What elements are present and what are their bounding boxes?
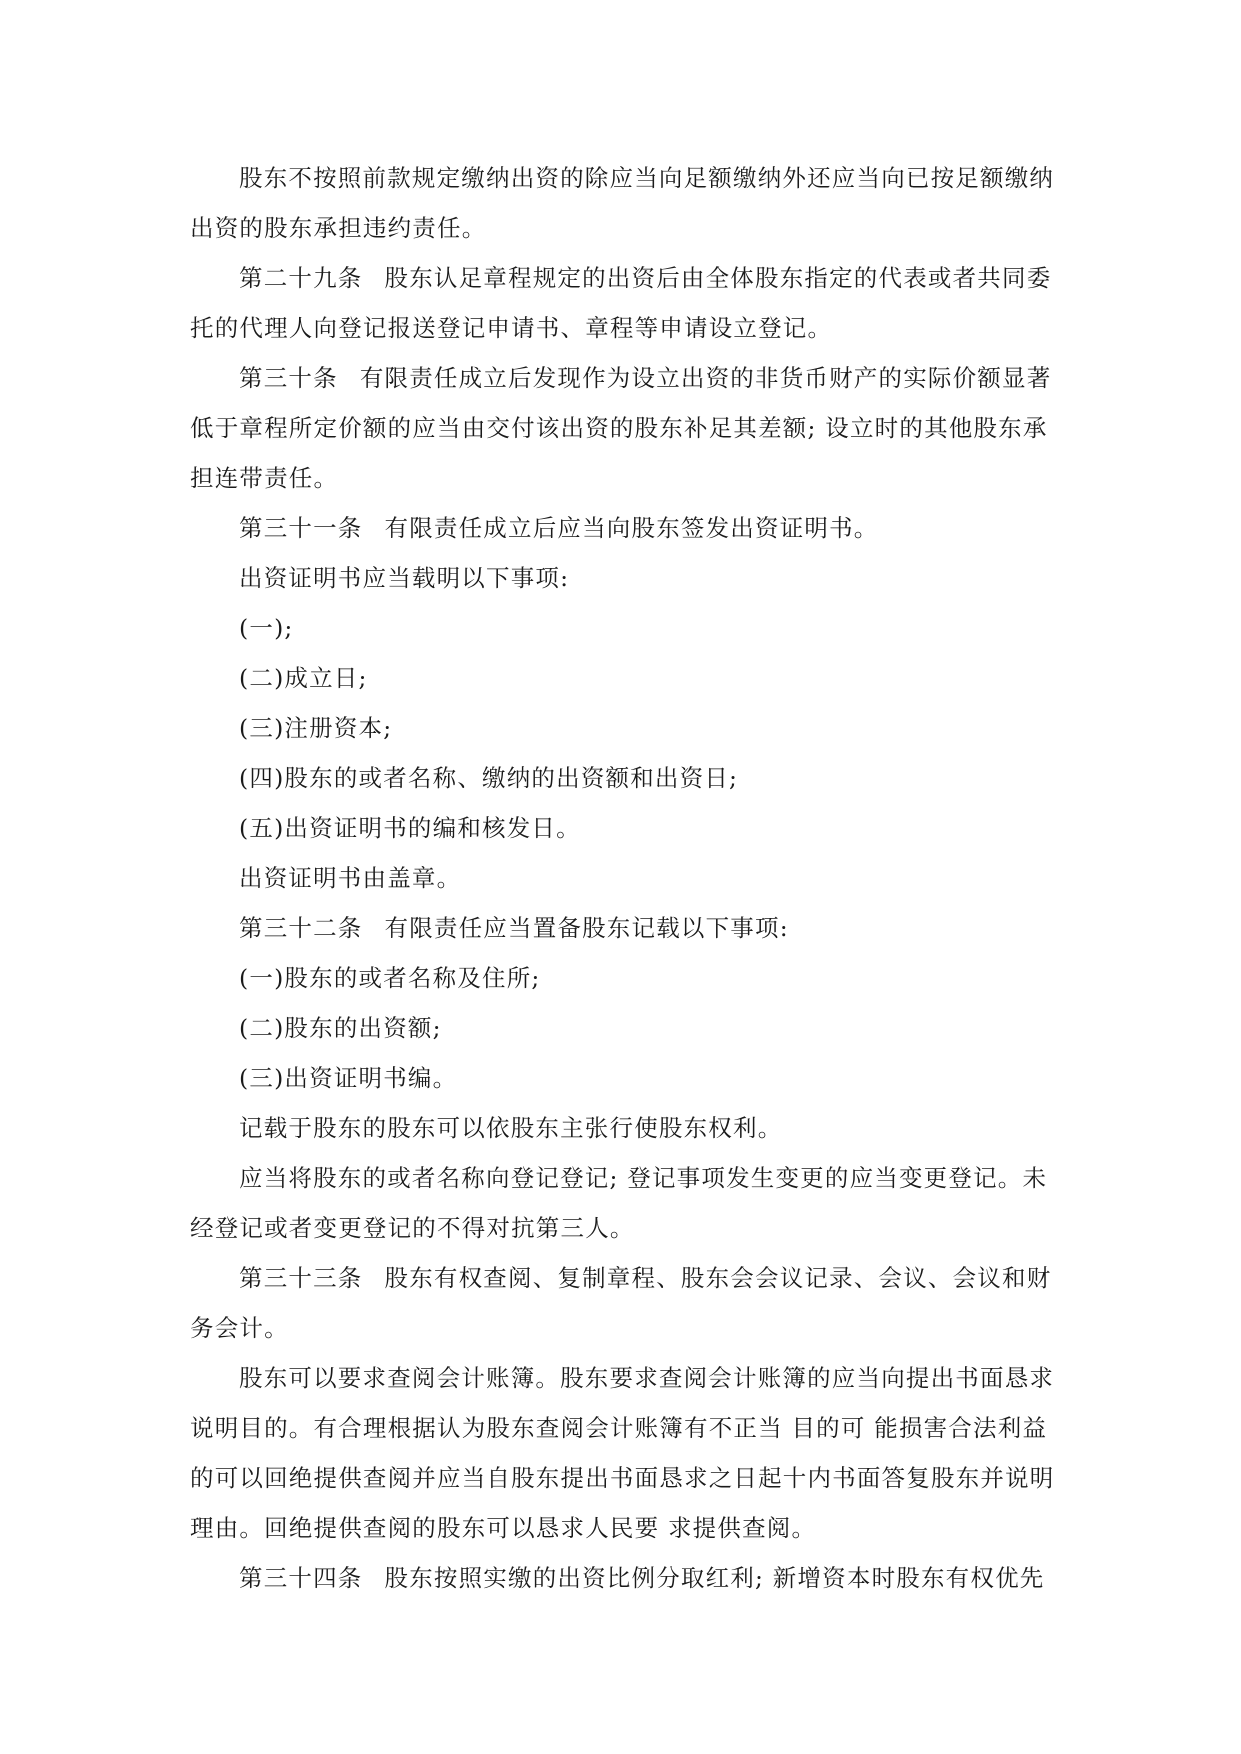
article-34	[190, 1553, 1056, 1603]
list-item	[190, 1003, 1056, 1053]
paragraph-text: 出资证明书由盖章。	[239, 864, 462, 892]
paragraph-text: 应当将股东的或者名称向登记登记; 登记事项发生变更的应当变更登记。未经登记或者变更登记的不得对抗第三人。	[190, 1164, 1048, 1242]
list-item-text: (二)股东的出资额;	[239, 1014, 442, 1042]
list-item	[190, 653, 1056, 703]
article-30	[190, 353, 1056, 503]
article-31	[190, 503, 1056, 553]
article-heading: 第三十二条	[239, 914, 363, 942]
paragraph	[190, 1353, 1056, 1553]
article-heading: 第三十一条	[239, 514, 363, 542]
article-text: 股东按照实缴的出资比例分取红利; 新增资本时股东有权优先	[384, 1564, 1045, 1592]
list-item	[190, 603, 1056, 653]
list-item	[190, 753, 1056, 803]
paragraph	[190, 1103, 1056, 1153]
list-item	[190, 953, 1056, 1003]
paragraph-text: 股东不按照前款规定缴纳出资的除应当向足额缴纳外还应当向已按足额缴纳出资的股东承担违约责任。	[190, 164, 1055, 242]
list-item-text: (三)出资证明书编。	[239, 1064, 458, 1092]
article-heading: 第三十条	[239, 364, 338, 392]
paragraph-text: 记载于股东的股东可以依股东主张行使股东权利。	[239, 1114, 783, 1142]
article-text: 股东认足章程规定的出资后由全体股东指定的代表或者共同委托的代理人向登记报送登记申请书、章程等申请设立登记。	[190, 264, 1052, 342]
list-item-text: (四)股东的或者名称、缴纳的出资额和出资日;	[239, 764, 739, 792]
article-heading: 第三十三条	[239, 1264, 363, 1292]
article-32	[190, 903, 1056, 953]
article-33	[190, 1253, 1056, 1353]
list-item	[190, 803, 1056, 853]
list-item-text: (五)出资证明书的编和核发日。	[239, 814, 581, 842]
list-item-text: (一);	[239, 614, 294, 642]
list-item	[190, 1053, 1056, 1103]
article-heading: 第三十四条	[239, 1564, 363, 1592]
document-body	[190, 153, 1056, 1603]
article-heading: 第二十九条	[239, 264, 363, 292]
paragraph-text: 出资证明书应当载明以下事项:	[239, 564, 570, 592]
article-29	[190, 253, 1056, 353]
paragraph	[190, 1153, 1056, 1253]
paragraph-text: 股东可以要求查阅会计账簿。股东要求查阅会计账簿的应当向提出书面恳求说明目的。有合理根据认为股东查阅会计账簿有不正当 目的可 能损害合法利益的可以回绝提供查阅并应当自股东提出书面恳求之日起十内书面答复股东并说明理由。回绝提供查阅的股东可以恳求人民要 求提供查阅。	[190, 1364, 1055, 1542]
list-item-text: (二)成立日;	[239, 664, 368, 692]
article-text: 有限责任成立后发现作为设立出资的非货币财产的实际价额显著低于章程所定价额的应当由交付该出资的股东补足其差额; 设立时的其他股东承担连带责任。	[190, 364, 1052, 492]
list-item	[190, 703, 1056, 753]
list-item-text: (一)股东的或者名称及住所;	[239, 964, 541, 992]
paragraph	[190, 553, 1056, 603]
article-text: 有限责任成立后应当向股东签发出资证明书。	[384, 514, 879, 542]
article-text: 有限责任应当置备股东记载以下事项:	[384, 914, 789, 942]
list-item-text: (三)注册资本;	[239, 714, 393, 742]
article-text: 股东有权查阅、复制章程、股东会会议记录、会议、会议和财务会计。	[190, 1264, 1052, 1342]
paragraph	[190, 153, 1056, 253]
paragraph	[190, 853, 1056, 903]
